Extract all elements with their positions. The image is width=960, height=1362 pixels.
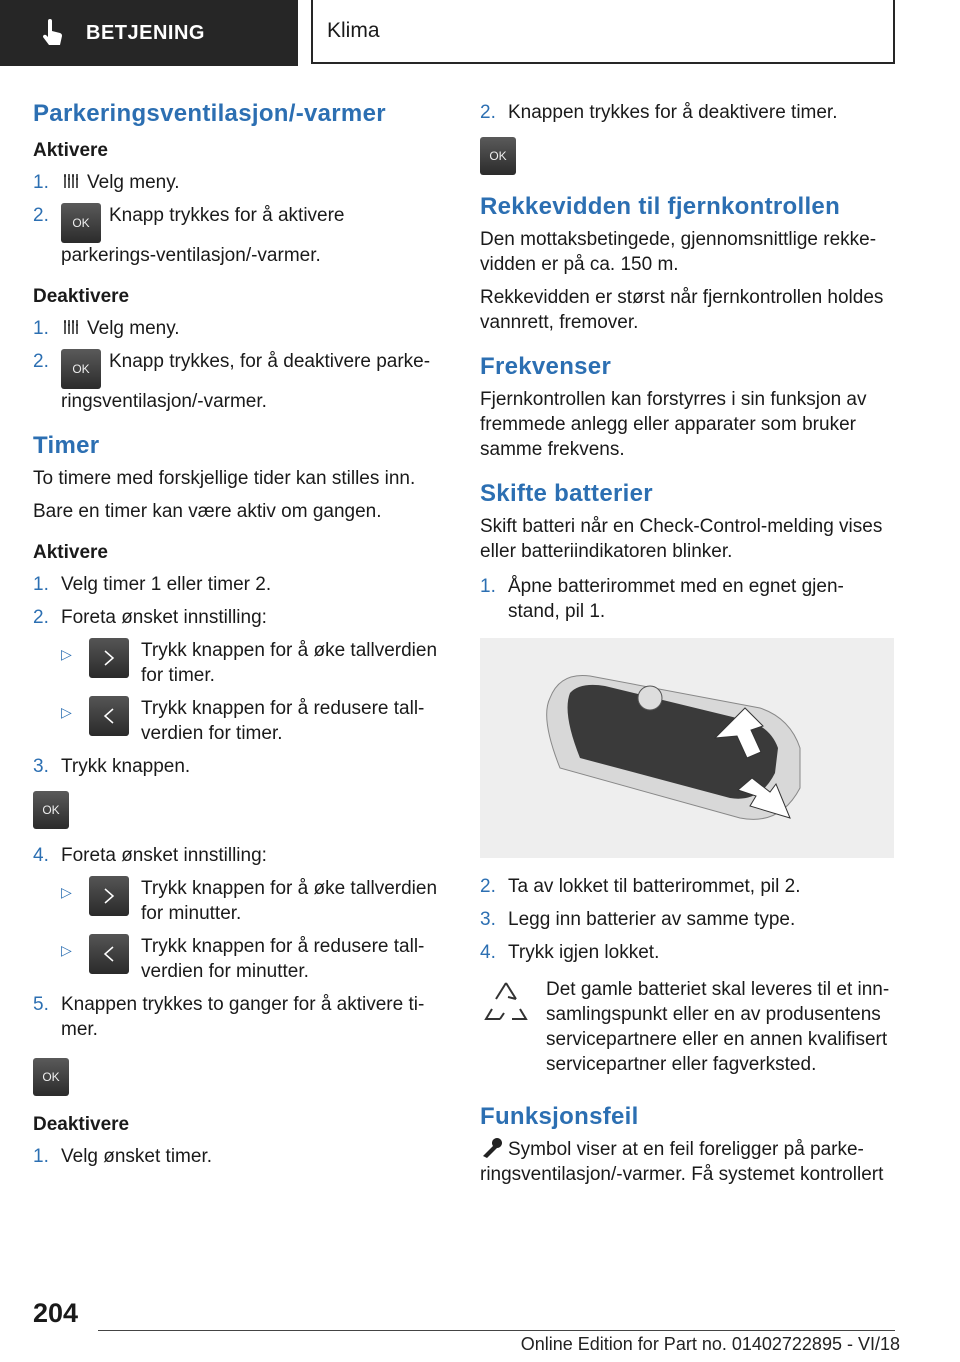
heater-icon (61, 171, 81, 191)
recycle-note: Det gamle batteriet skal leveres til et inn-samlingspunkt eller en av produsentens servicepartnere eller en annen kvalifisert servicepartner eller fagverksted. (480, 977, 892, 1077)
list-item: 2. Knappen trykkes for å deaktivere timer. (480, 102, 838, 123)
range-title: Rekkevidden til fjernkontrollen (480, 193, 841, 220)
arrow-right-icon (89, 638, 129, 678)
list-item: 2. OK Knapp trykkes for å aktivere parkerings-ventilasjon/-varmer. (33, 205, 345, 266)
page-number: 204 (33, 1298, 79, 1328)
section-title: BETJENING (86, 21, 205, 44)
list-item: 1. Velg ønsket timer. (33, 1146, 213, 1167)
arrow-left-icon (89, 934, 129, 974)
hand-icon (40, 19, 64, 47)
list-item: 5. Knappen trykkes to ganger for å aktivere ti-mer. (33, 994, 425, 1040)
right-column (480, 100, 892, 1195)
parking-heater-title: Parkeringsventilasjon/-varmer (33, 100, 386, 127)
list-item: 1. Velg timer 1 eller timer 2. (33, 574, 272, 595)
list-item: 3. Trykk knappen. (33, 756, 191, 777)
heater-icon (61, 317, 81, 337)
left-column (33, 100, 443, 1177)
sub-item: ▷ Trykk knappen for å redusere tall-verdien for minutter. (61, 936, 425, 982)
timer-title: Timer (33, 432, 100, 459)
list-item: 1. Velg meny. (33, 172, 180, 193)
key-fob-image (480, 638, 894, 858)
sub-item: ▷ Trykk knappen for å øke tallverdien for timer. (61, 640, 438, 686)
ok-button-icon: OK (33, 791, 69, 829)
fault-paragraph: Symbol viser at en feil foreligger på parke-ringsventilasjon/-varmer. Få systemet kontrollert (480, 1139, 884, 1185)
arrow-right-icon (89, 876, 129, 916)
ok-button-icon: OK (61, 203, 101, 243)
wrench-icon (480, 1138, 502, 1158)
frequency-title: Frekvenser (480, 353, 612, 380)
battery-title: Skifte batterier (480, 480, 653, 507)
sub-item: ▷ Trykk knappen for å øke tallverdien for minutter. (61, 878, 438, 924)
list-item: 4. Foreta ønsket innstilling: (33, 845, 267, 866)
section-tab (0, 0, 298, 66)
ok-button-icon: OK (61, 349, 101, 389)
timer-deactivate-heading: Deaktivere (33, 1114, 130, 1135)
activate-heading: Aktivere (33, 140, 108, 161)
list-item: 2. OK Knapp trykkes, for å deaktivere parke-ringsventilasjon/-varmer. (33, 351, 431, 412)
timer-paragraph: Bare en timer kan være aktiv om gangen. (33, 501, 382, 522)
sub-item: ▷ Trykk knappen for å redusere tall-verdien for timer. (61, 698, 425, 744)
recycle-icon (480, 977, 532, 1029)
arrow-left-icon (89, 696, 129, 736)
deactivate-heading: Deaktivere (33, 286, 130, 307)
footer-divider (98, 1330, 895, 1331)
list-item: 2. Ta av lokket til batterirommet, pil 2. (480, 876, 801, 897)
list-item: 3. Legg inn batterier av samme type. (480, 909, 796, 930)
frequency-paragraph: Fjernkontrollen kan forstyrres i sin funksjon av fremmede anlegg eller apparater som bruker samme frekvens. (480, 389, 867, 460)
list-item: 1. Åpne batterirommet med en egnet gjen-stand, pil 1. (480, 576, 844, 622)
fault-title: Funksjonsfeil (480, 1103, 639, 1130)
footer-edition: Online Edition for Part no. 01402722895 - VI/18 (520, 1334, 900, 1354)
ok-button-icon: OK (480, 137, 516, 175)
timer-paragraph: To timere med forskjellige tider kan stilles inn. (33, 468, 416, 489)
battery-paragraph: Skift batteri når en Check-Control-melding vises eller batteriindikatoren blinker. (480, 516, 883, 562)
range-paragraph: Rekkevidden er størst når fjernkontrollen holdes vannrett, fremover. (480, 287, 884, 333)
range-paragraph: Den mottaksbetingede, gjennomsnittlige rekke-vidden er på ca. 150 m. (480, 229, 877, 275)
timer-activate-heading: Aktivere (33, 542, 108, 563)
subsection-title: Klima (311, 0, 895, 64)
list-item: 1. Velg meny. (33, 318, 180, 339)
key-fob-illustration (480, 638, 894, 858)
list-item: 2. Foreta ønsket innstilling: (33, 607, 267, 628)
ok-button-icon: OK (33, 1058, 69, 1096)
list-item: 4. Trykk igjen lokket. (480, 942, 660, 963)
